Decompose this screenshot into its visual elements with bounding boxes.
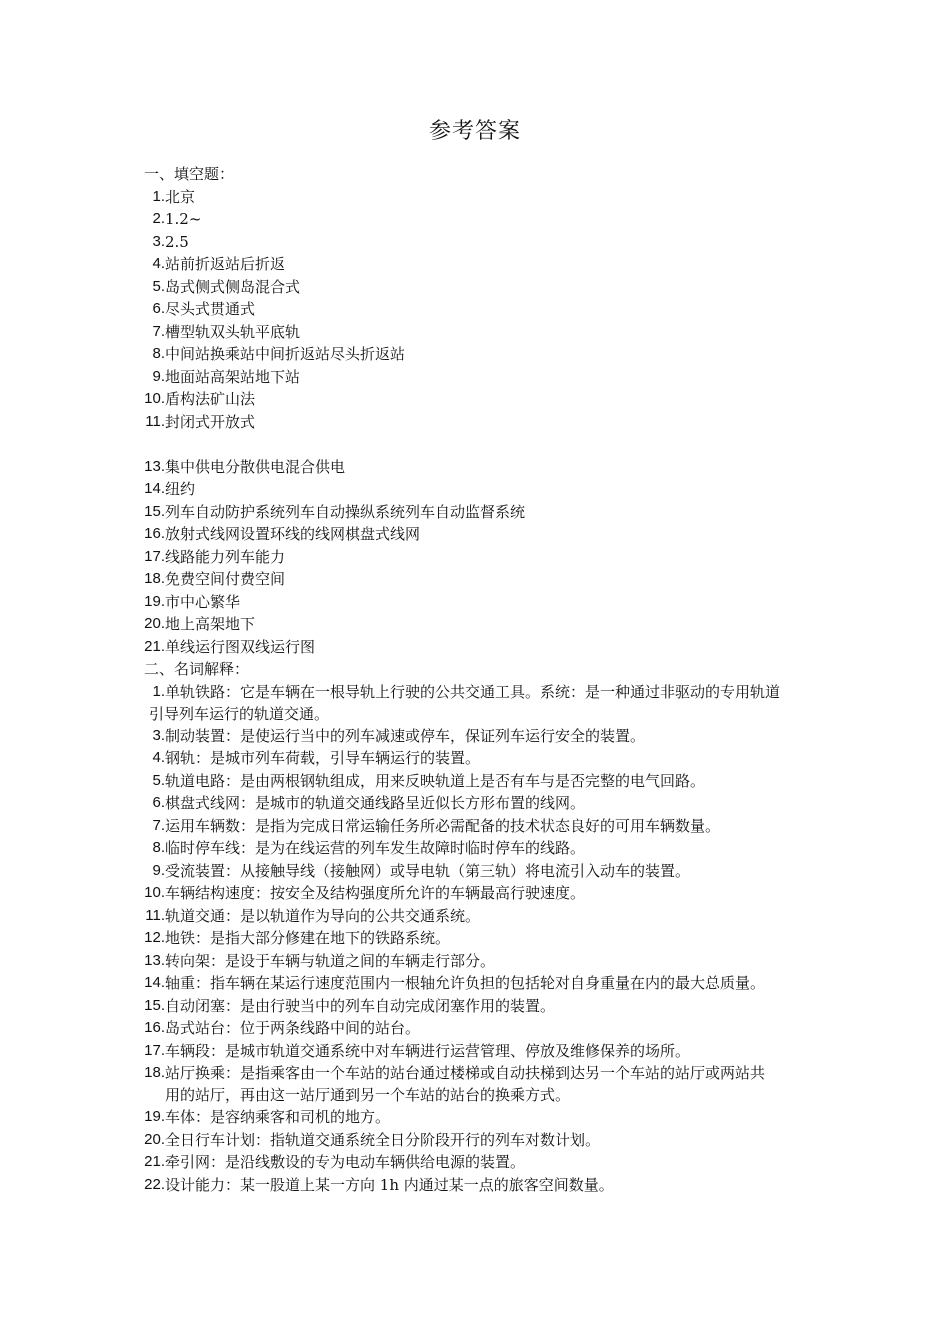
definition-item (144, 1062, 868, 1106)
item-number: 10. (144, 390, 165, 407)
definition-item (144, 995, 868, 1018)
definition-item (144, 792, 868, 815)
item-number: 1. (152, 682, 165, 700)
item-number: 16. (144, 525, 165, 542)
definition-item (144, 972, 868, 995)
item-number: 5. (152, 277, 165, 295)
item-number: 17. (144, 1041, 165, 1059)
item-text: 车辆结构速度：按安全及结构强度所允许的车辆最高行驶速度。 (165, 884, 586, 902)
item-text: 临时停车线：是为在线运营的列车发生故障时临时停车的线路。 (165, 839, 586, 857)
item-number: 3. (152, 726, 165, 744)
item-number: 11. (145, 412, 165, 430)
item-text: 转向架：是设于车辆与轨道之间的车辆走行部分。 (165, 951, 496, 970)
item-text: 集中供电分散供电混合供电 (165, 457, 346, 476)
definition-item (144, 882, 868, 905)
item-number: 15. (144, 996, 165, 1014)
item-number: 3. (152, 232, 165, 250)
definition-item (144, 927, 868, 950)
fill-in-item (144, 298, 868, 321)
item-number: 7. (152, 816, 165, 834)
fill-in-item (144, 523, 868, 546)
item-text: 纽约 (165, 480, 196, 498)
document-body (144, 163, 868, 1196)
item-text: 自动闭塞：是由行驶当中的列车自动完成闭塞作用的装置。 (165, 996, 556, 1015)
item-text: 单轨铁路：它是车辆在一根导轨上行驶的公共交通工具。系统：是一种通过非驱动的专用轨道 (165, 682, 781, 701)
definition-item (144, 770, 868, 793)
item-number: 20. (144, 1130, 165, 1148)
item-number: 9. (152, 861, 165, 879)
definition-item (144, 1129, 868, 1152)
definition-item (144, 837, 868, 860)
item-number: 18. (144, 1064, 165, 1081)
definition-item (144, 1017, 868, 1040)
fill-in-item (144, 208, 868, 231)
page-title: 参考答案 (428, 119, 521, 144)
fill-in-item (144, 231, 868, 254)
item-text: 轨道交通：是以轨道作为导向的公共交通系统。 (165, 906, 481, 925)
item-text: 站厅换乘：是指乘客由一个车站的站台通过楼梯或自动扶梯到达另一个车站的站厅或两站共 (165, 1064, 766, 1082)
item-number: 17. (144, 547, 165, 565)
section-heading-definitions: 二、名词解释： (144, 660, 250, 678)
item-number: 21. (144, 637, 165, 655)
item-text: 槽型轨双头轨平底轨 (165, 322, 301, 341)
item-text: 列车自动防护系统列车自动操纵系统列车自动监督系统 (165, 502, 526, 521)
item-number: 8. (152, 839, 165, 856)
definition-item (144, 725, 868, 748)
definition-item (144, 747, 868, 770)
fill-in-item (144, 478, 868, 501)
item-number: 6. (152, 300, 165, 317)
item-text: 放射式线网设置环线的线网棋盘式线网 (165, 525, 421, 543)
item-number: 14. (144, 974, 165, 991)
item-text: 轴重：指车辆在某运行速度范围内一根轴允许负担的包括轮对自身重量在内的最大总质量。 (165, 974, 766, 992)
item-number: 2. (152, 210, 165, 227)
section-heading-fill-in: 一、填空题： (144, 165, 235, 183)
item-number: 1. (152, 187, 165, 205)
fill-in-item (144, 343, 868, 366)
item-text: 车体：是容纳乘客和司机的地方。 (165, 1108, 391, 1126)
item-text: 全日行车计划：指轨道交通系统全日分阶段开行的列车对数计划。 (165, 1130, 601, 1149)
item-number: 9. (152, 367, 165, 385)
item-number: 13. (144, 951, 165, 969)
item-number: 22. (144, 1175, 165, 1193)
item-text: 线路能力列车能力 (165, 547, 286, 566)
item-text-continuation: 用的站厅，再由这一站厅通到另一个车站的站台的换乘方式。 (165, 1086, 571, 1104)
item-text: 1.2~ (165, 210, 202, 228)
item-text: 岛式站台：位于两条线路中间的站台。 (165, 1019, 421, 1037)
definition-item (144, 815, 868, 838)
item-number: 4. (152, 749, 165, 766)
item-text: 钢轨：是城市列车荷载，引导车辆运行的装置。 (165, 749, 481, 767)
definition-item (144, 950, 868, 973)
fill-in-item (144, 501, 868, 524)
definition-item (144, 681, 868, 725)
fill-in-item (144, 411, 868, 434)
item-number: 5. (152, 771, 165, 789)
fill-in-item (144, 253, 868, 276)
blank-line (144, 433, 868, 456)
item-text: 车辆段：是城市轨道交通系统中对车辆进行运营管理、停放及维修保养的场所。 (165, 1041, 691, 1060)
fill-in-item (144, 321, 868, 344)
fill-in-item (144, 186, 868, 209)
fill-in-item (144, 546, 868, 569)
fill-in-list-continued (144, 456, 868, 659)
definitions-list (144, 681, 868, 1197)
fill-in-item (144, 456, 868, 479)
definition-item (144, 1174, 868, 1197)
definition-item (144, 1040, 868, 1063)
item-text: 设计能力：某一股道上某一方向 1h 内通过某一点的旅客空间数量。 (165, 1175, 614, 1194)
item-text: 轨道电路：是由两根钢轨组成，用来反映轨道上是否有车与是否完整的电气回路。 (165, 771, 706, 790)
item-number: 16. (144, 1019, 165, 1036)
fill-in-item (144, 568, 868, 591)
item-text: 免费空间付费空间 (165, 570, 286, 588)
item-text: 中间站换乘站中间折返站尽头折返站 (165, 345, 406, 363)
item-text: 牵引网：是沿线敷设的专为电动车辆供给电源的装置。 (165, 1153, 526, 1171)
item-text: 2.5 (165, 232, 189, 251)
item-number: 13. (144, 457, 165, 475)
item-text: 地铁：是指大部分修建在地下的铁路系统。 (165, 929, 451, 947)
item-number: 12. (144, 929, 165, 946)
definition-item (144, 1151, 868, 1174)
item-number: 18. (144, 570, 165, 587)
item-number: 8. (152, 345, 165, 362)
item-number: 20. (144, 615, 165, 632)
item-text: 站前折返站后折返 (165, 255, 286, 273)
item-number: 11. (145, 906, 165, 924)
fill-in-item (144, 613, 868, 636)
item-text: 制动装置：是使运行当中的列车减速或停车，保证列车运行安全的装置。 (165, 726, 646, 745)
item-text: 棋盘式线网：是城市的轨道交通线路呈近似长方形布置的线网。 (165, 794, 586, 812)
fill-in-item (144, 636, 868, 659)
item-text: 单线运行图双线运行图 (165, 637, 316, 656)
item-number: 19. (144, 1108, 165, 1125)
fill-in-list (144, 186, 868, 434)
item-text-continuation: 引导列车运行的轨道交通。 (149, 704, 330, 723)
item-text: 市中心繁华 (165, 592, 241, 611)
item-number: 14. (144, 480, 165, 497)
item-number: 4. (152, 255, 165, 272)
definition-item (144, 1106, 868, 1129)
item-text: 运用车辆数：是指为完成日常运输任务所必需配备的技术状态良好的可用车辆数量。 (165, 816, 721, 835)
fill-in-item (144, 276, 868, 299)
fill-in-item (144, 388, 868, 411)
item-number: 6. (152, 794, 165, 811)
item-text: 尽头式贯通式 (165, 300, 256, 318)
item-text: 岛式侧式侧岛混合式 (165, 277, 301, 296)
item-text: 北京 (165, 187, 196, 206)
item-text: 地上高架地下 (165, 615, 256, 633)
item-text: 封闭式开放式 (165, 412, 256, 431)
fill-in-item (144, 591, 868, 614)
item-number: 15. (144, 502, 165, 520)
definition-item (144, 860, 868, 883)
item-number: 10. (144, 884, 165, 901)
definition-item (144, 905, 868, 928)
item-text: 受流装置：从接触导线（接触网）或导电轨（第三轨）将电流引入动车的装置。 (165, 861, 691, 880)
item-number: 19. (144, 592, 165, 610)
item-text: 盾构法矿山法 (165, 390, 256, 408)
item-text: 地面站高架站地下站 (165, 367, 301, 386)
item-number: 21. (144, 1153, 165, 1170)
item-number: 7. (152, 322, 165, 340)
fill-in-item (144, 366, 868, 389)
